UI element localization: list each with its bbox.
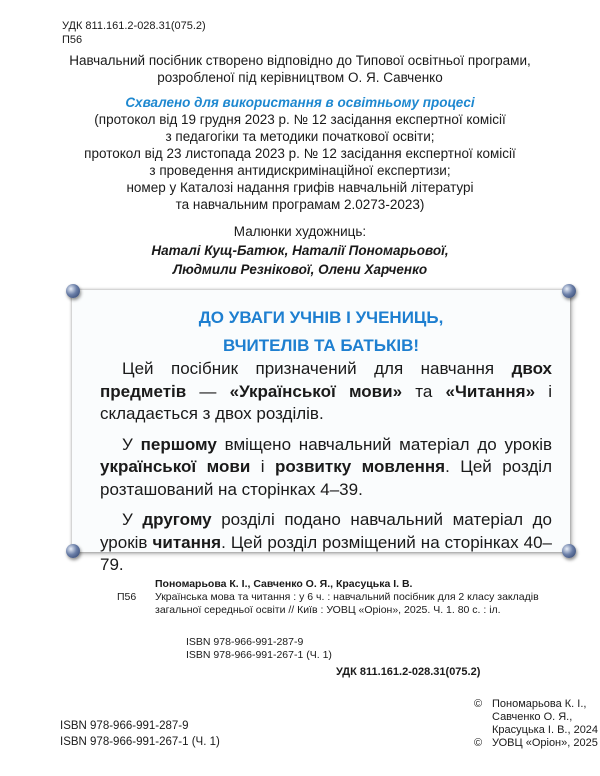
- text-span: та: [402, 381, 446, 401]
- bold-span: двох предметів: [100, 359, 552, 401]
- text-span: вміщено навчальний матеріал до уроків: [216, 434, 552, 454]
- bib-authors: Пономарьова К. І., Савченко О. Я., Красуцька І. В.: [155, 578, 413, 590]
- text-span: і: [250, 457, 275, 476]
- bold-span: української мови: [100, 457, 251, 476]
- text-span: . Цей розділ розташований на сторінках 4–39.: [100, 457, 552, 499]
- notice-card: [72, 290, 570, 574]
- bold-span: першому: [140, 434, 217, 454]
- bib-isbn-2: ISBN 978-966-991-267-1 (Ч. 1): [186, 649, 332, 661]
- approval-line-1: (протокол від 19 грудня 2023 р. № 12 засідання експертної комісії: [94, 112, 506, 127]
- bold-span: «Української мови»: [229, 381, 403, 401]
- pushpin-icon: [562, 544, 576, 558]
- text-span: . Цей розділ розміщений на сторінках 40–79.: [100, 532, 553, 574]
- author-code-top: П56: [62, 34, 83, 46]
- copyright-line-2: Савченко О. Я.,: [492, 711, 573, 723]
- copyright-row: [474, 698, 598, 711]
- text-span: розділі подано навчальний матеріал до уроків: [100, 510, 552, 552]
- udk-code-top: УДК 811.161.2-028.31(075.2): [62, 20, 206, 32]
- spacer: [474, 724, 492, 737]
- bib-isbn-1: ISBN 978-966-991-287-9: [186, 636, 304, 648]
- approval-line-6: та навчальним програмам 2.0273-2023): [175, 197, 425, 212]
- bib-isbn-block: [186, 636, 332, 662]
- approval-heading: Схвалено для використання в освітньому процесі: [125, 95, 475, 110]
- copyright-line-1: Пономарьова К. І.,: [492, 698, 587, 710]
- artists-block: [0, 222, 600, 279]
- copyright-row: [474, 737, 598, 750]
- copyright-row: [474, 724, 598, 737]
- copyright-icon: ©: [474, 698, 483, 710]
- intro-line-2: розробленої під керівництвом О. Я. Савченко: [157, 70, 443, 85]
- approval-line-3: протокол від 23 листопада 2023 р. № 12 засідання експертної комісії: [84, 146, 516, 161]
- text-span: У: [122, 434, 141, 454]
- bold-span: «Читання»: [445, 381, 536, 401]
- intro-line-1: Навчальний посібник створено відповідно до Типової освітньої програми,: [69, 53, 531, 68]
- bibliographic-record: [117, 578, 575, 617]
- bib-text: Українська мова та читання : у 6 ч. : навчальний посібник для 2 класу закладів загальної середньої освіти // Київ : УОВЦ «Оріон», 2025. Ч. 1. 80 с. : іл.: [155, 591, 539, 616]
- copyright-block: [474, 698, 598, 750]
- notice-title: [72, 304, 570, 360]
- approval-line-5: номер у Каталозі надання грифів навчальній літературі: [126, 180, 474, 195]
- isbn-line-1: ISBN 978-966-991-287-9: [60, 720, 189, 732]
- copyright-row: [474, 711, 598, 724]
- approval-block: [0, 94, 600, 213]
- text-span: і складається з двох розділів.: [100, 381, 553, 423]
- notice-title-line-2: ВЧИТЕЛІВ ТА БАТЬКІВ!: [222, 336, 420, 355]
- notice-title-line-1: ДО УВАГИ УЧНІВ І УЧЕНИЦЬ,: [198, 308, 444, 327]
- text-span: —: [186, 381, 230, 401]
- pushpin-icon: [562, 284, 576, 298]
- copyright-line-4: УОВЦ «Оріон», 2025: [492, 737, 598, 749]
- bold-span: другому: [142, 510, 212, 529]
- text-span: У: [122, 510, 143, 529]
- intro-text: [0, 52, 600, 86]
- copyright-line-3: Красуцька І. В., 2024: [492, 724, 599, 736]
- pushpin-icon: [66, 544, 80, 558]
- notice-paragraph-3: [100, 509, 552, 577]
- udk-code-bottom: УДК 811.161.2-028.31(075.2): [336, 666, 481, 678]
- bib-code: П56: [117, 591, 137, 603]
- artists-names-line-1: Наталі Кущ-Батюк, Наталії Пономарьової,: [151, 243, 449, 258]
- approval-line-2: з педагогіки та методики початкової освіти;: [165, 129, 435, 144]
- artists-names-line-2: Людмили Резнікової, Олени Харченко: [172, 262, 428, 277]
- pushpin-icon: [66, 284, 80, 298]
- notice-body: [100, 358, 552, 585]
- isbn-block: [60, 718, 220, 750]
- copyright-icon: ©: [474, 737, 483, 749]
- text-span: Цей посібник призначений для навчання: [122, 359, 512, 378]
- spacer: [474, 711, 492, 724]
- bold-span: читання: [152, 532, 222, 552]
- notice-paragraph-2: [100, 434, 552, 502]
- notice-paragraph-1: [100, 358, 552, 426]
- isbn-line-2: ISBN 978-966-991-267-1 (Ч. 1): [60, 736, 220, 748]
- bold-span: розвитку мовлення: [274, 457, 446, 476]
- artists-label: Малюнки художниць:: [233, 224, 367, 239]
- approval-line-4: з проведення антидискримінаційної експертизи;: [149, 163, 451, 178]
